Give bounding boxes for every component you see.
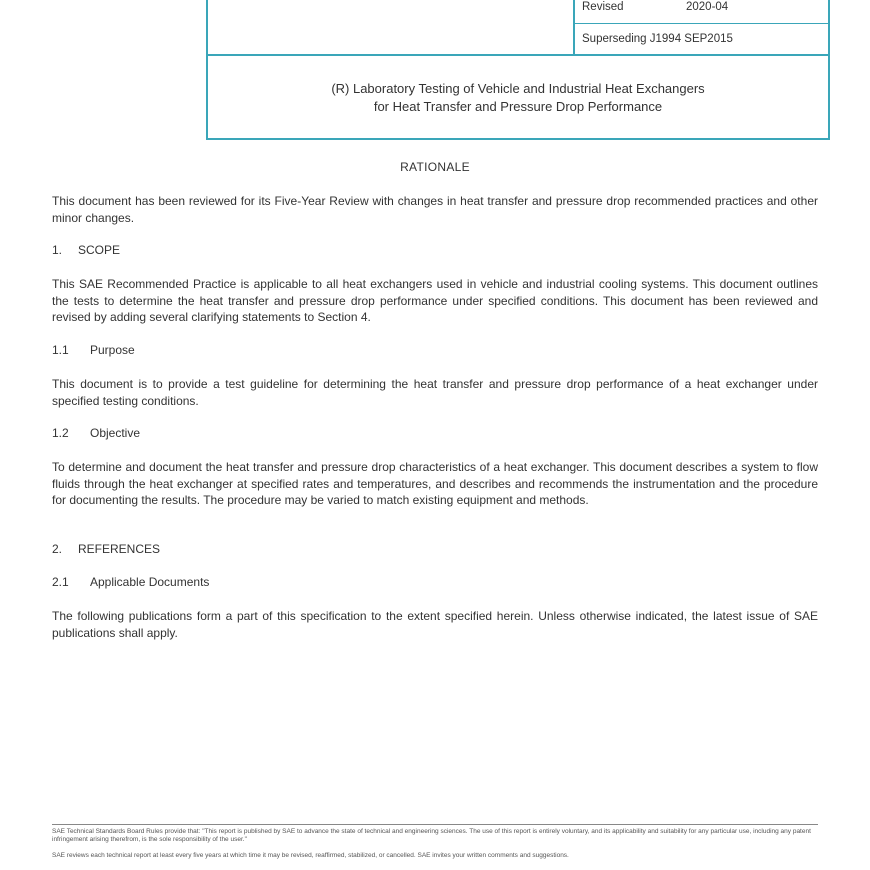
title-line-2: for Heat Transfer and Pressure Drop Performance [373,99,663,114]
document-title [208,80,828,116]
purpose-text: This document is to provide a test guideline for determining the heat transfer and pressure drop performance of a heat exchanger under specified testing conditions. [52,377,818,408]
revised-value: 2020-04 [686,1,729,13]
section-2-1-heading [52,575,209,589]
section-number: 1.1 [52,343,69,357]
section-1-heading [52,243,120,257]
section-title: Objective [90,426,141,440]
section-1-2-heading [52,426,140,440]
section-number: 2. [52,542,63,556]
section-title: Applicable Documents [90,575,210,589]
header-metadata-area [208,0,828,56]
document-header-box [206,0,830,140]
section-title: REFERENCES [78,542,161,556]
meta-separator [575,23,828,24]
header-divider [573,0,575,54]
section-2-heading [52,542,160,556]
rationale-heading: RATIONALE [400,160,470,174]
section-number: 1. [52,243,63,257]
section-title: Purpose [90,343,135,357]
footer-note-2: SAE reviews each technical report at least every five years at which time it may be revised, reaffirmed, stabilized, or cancelled. SAE invites your written comments and suggestions. [52,852,569,859]
footer-note-1: SAE Technical Standards Board Rules provide that: "This report is published by SAE to advance the state of technical and engineering sciences. The use of this report is entirely voluntary, and its applicability and suitability for any particular use, including any patent infringement arising therefrom, is the sole responsibility of the user." [52,828,811,843]
superseding-row: Superseding J1994 SEP2015 [582,33,733,45]
section-number: 2.1 [52,575,69,589]
scope-text: This SAE Recommended Practice is applicable to all heat exchangers used in vehicle and industrial cooling systems. This document outlines the tests to determine the heat transfer and pressure drop performance under specified conditions. This document has been reviewed and revised by adding several clarifying statements to Section 4. [52,277,818,324]
revised-label: Revised [582,1,624,13]
section-title: SCOPE [78,243,121,257]
section-1-1-heading [52,343,135,357]
applicable-documents-text: The following publications form a part of this specification to the extent specified herein. Unless otherwise indicated, the latest issue of SAE publications shall apply. [52,609,818,640]
objective-text: To determine and document the heat transfer and pressure drop characteristics of a heat exchanger. This document describes a system to flow fluids through the heat exchanger at specified rates and temperatures, and describes and recommends the instrumentation and the procedure for documenting the results. The procedure may be varied to match existing equipment and methods. [52,460,818,507]
footer-rule [52,824,818,825]
section-number: 1.2 [52,426,69,440]
revised-row [582,1,728,13]
rationale-text: This document has been reviewed for its Five-Year Review with changes in heat transfer and pressure drop recommended practices and other minor changes. [52,194,818,225]
title-line-1: (R) Laboratory Testing of Vehicle and Industrial Heat Exchangers [331,81,705,96]
